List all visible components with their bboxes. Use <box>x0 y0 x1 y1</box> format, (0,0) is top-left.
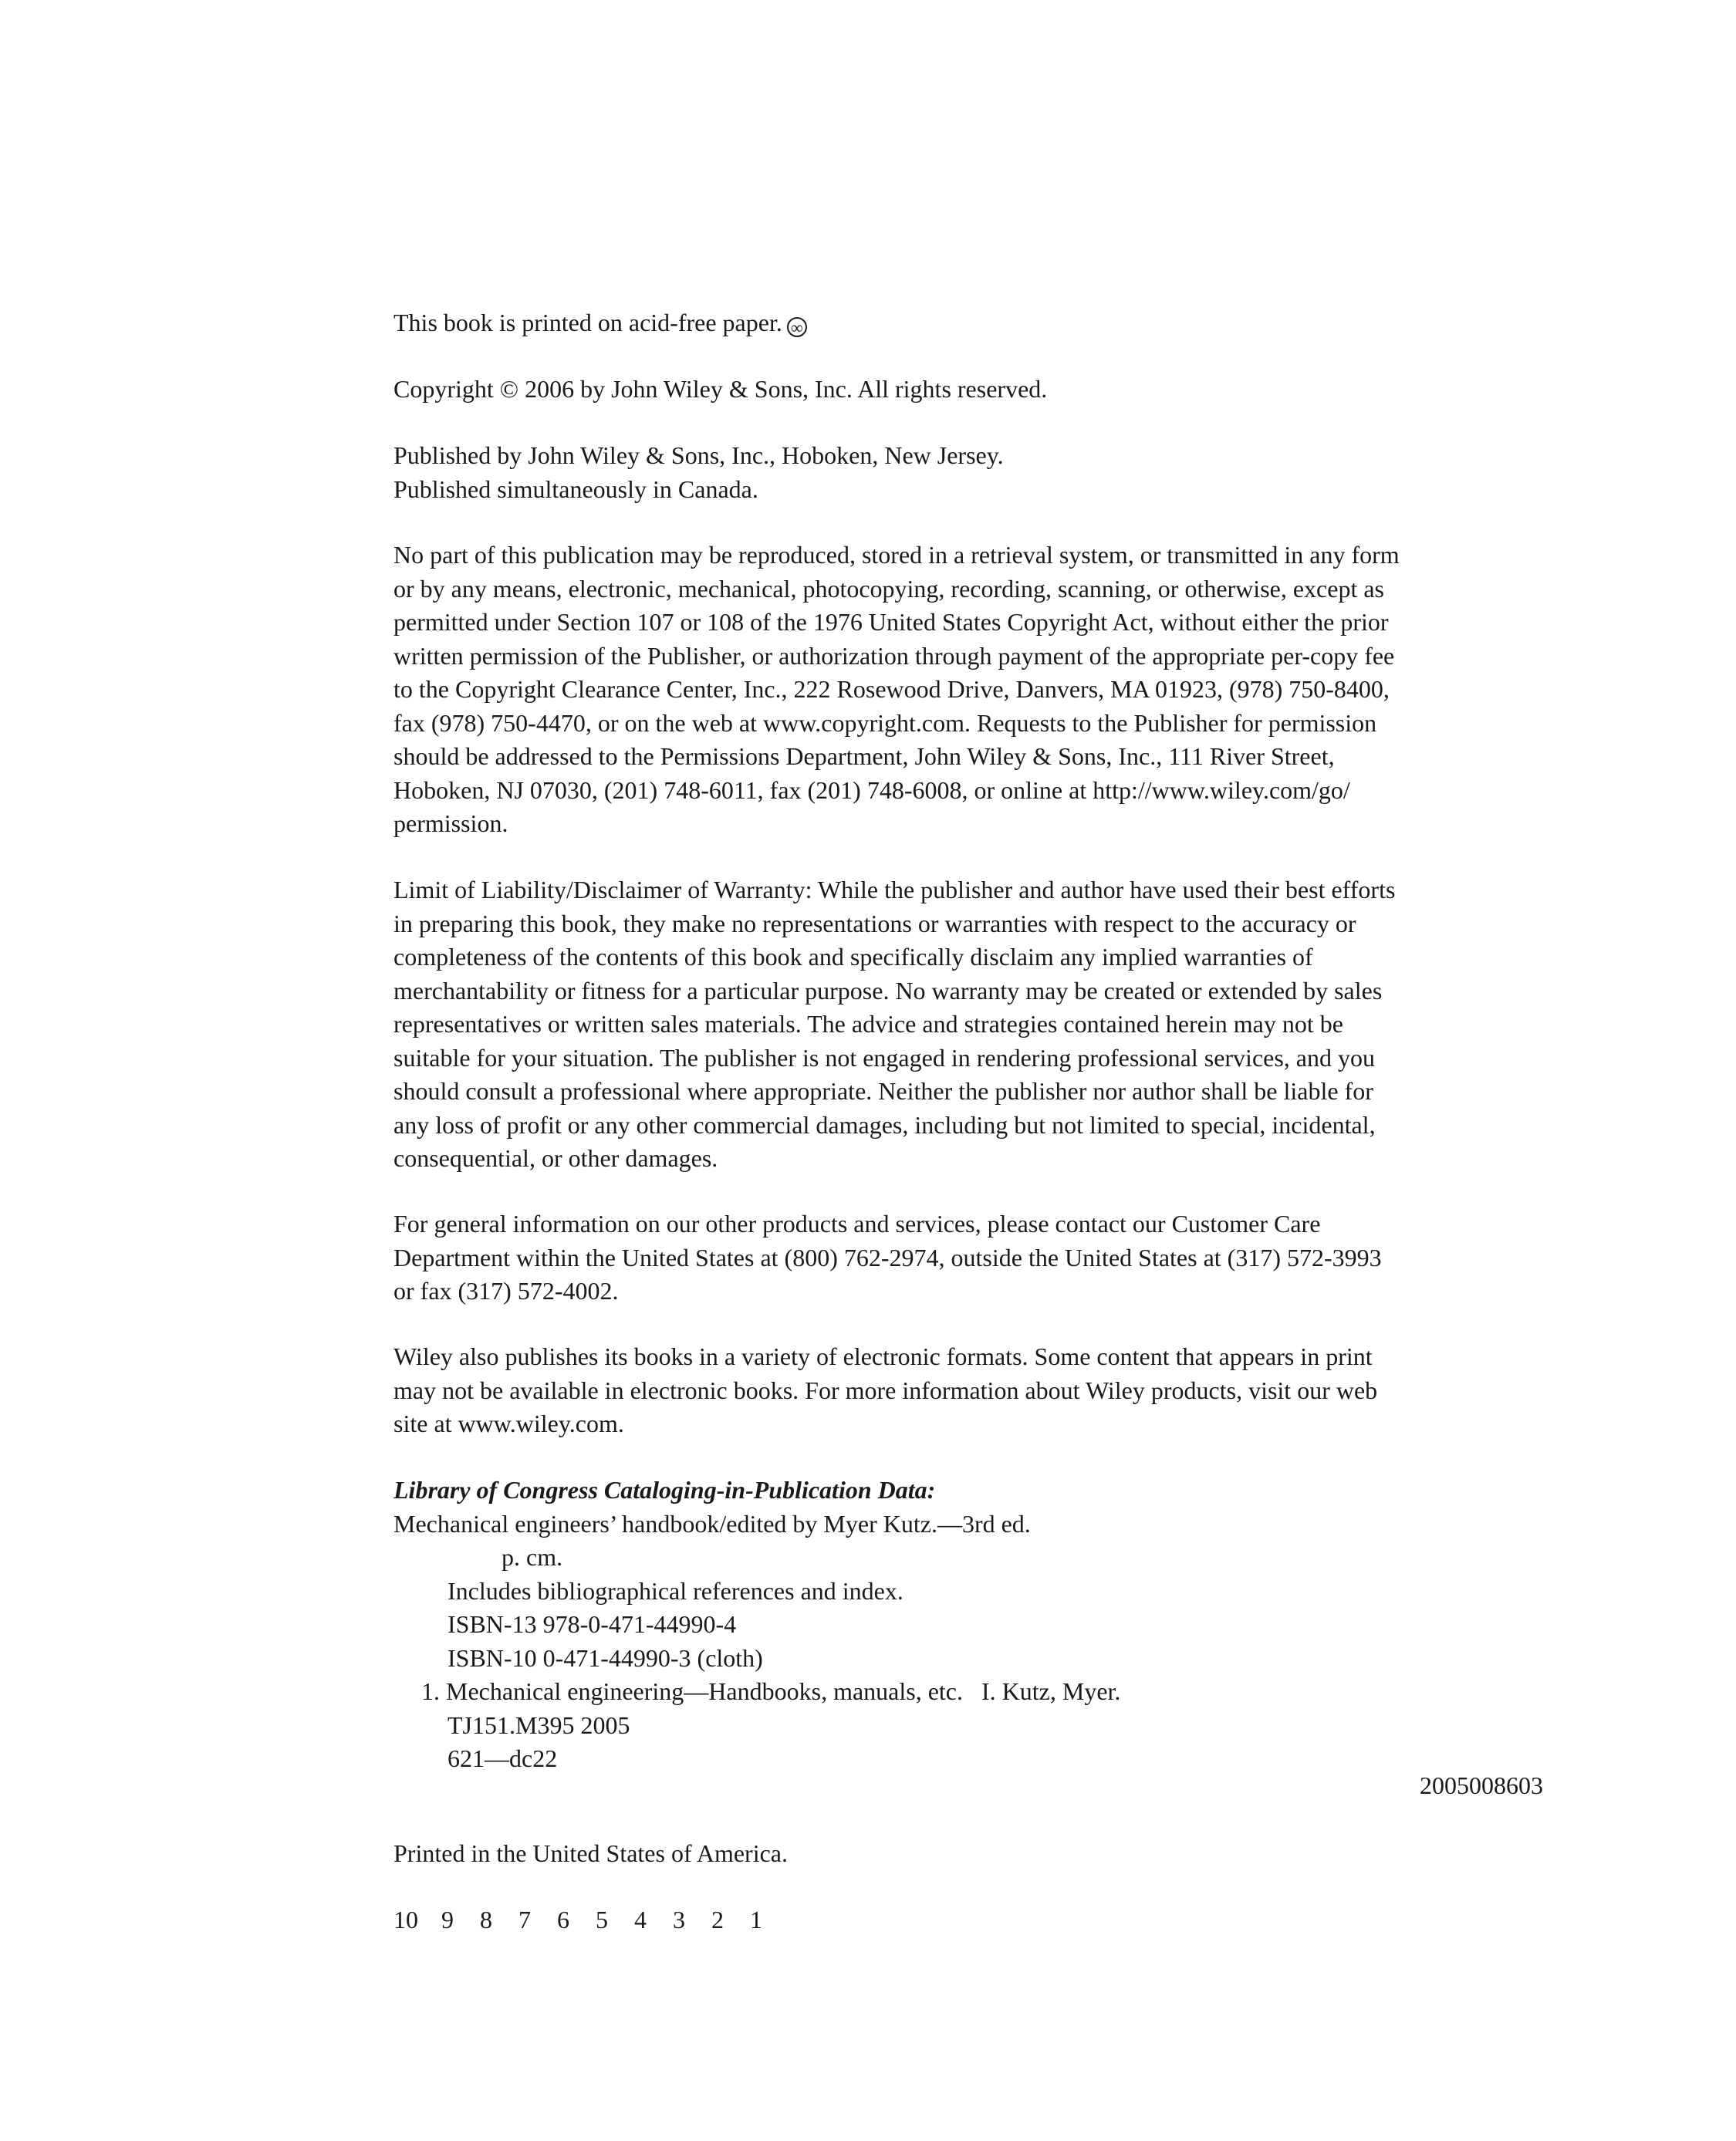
text-line: merchantability or fitness for a particular purpose. No warranty may be created or extended by sales <box>393 976 1383 1005</box>
cip-dewey: 621—dc22 <box>448 1744 558 1772</box>
liability-paragraph <box>393 873 1551 1176</box>
text-line: to the Copyright Clearance Center, Inc., 222 Rosewood Drive, Danvers, MA 01923, (978) 750-8400, <box>393 675 1390 703</box>
text-line: permission. <box>393 809 508 837</box>
text-line: No part of this publication may be reproduced, stored in a retrieval system, or transmitted in any form <box>393 541 1400 569</box>
text-line: any loss of profit or any other commercial damages, including but not limited to special, incidental, <box>393 1110 1376 1139</box>
text-line: site at www.wiley.com. <box>393 1410 624 1437</box>
print-number: 3 <box>673 1906 685 1933</box>
print-number: 6 <box>557 1906 569 1933</box>
print-number: 1 <box>750 1906 762 1933</box>
text-line: may not be available in electronic books. For more information about Wiley products, visit our web <box>393 1376 1378 1404</box>
print-number: 5 <box>596 1906 608 1933</box>
print-number: 2 <box>711 1906 724 1933</box>
text-line: suitable for your situation. The publisher is not engaged in rendering professional services, and you <box>393 1043 1375 1072</box>
text-line: representatives or written sales materials. The advice and strategies contained herein may not be <box>393 1010 1343 1038</box>
text-line: or fax (317) 572-4002. <box>393 1277 619 1305</box>
text-line: should be addressed to the Permissions Department, John Wiley & Sons, Inc., 111 River Street, <box>393 742 1335 770</box>
cip-call-number: TJ151.M395 2005 <box>448 1710 630 1739</box>
print-number: 8 <box>480 1906 492 1933</box>
general-info-paragraph <box>393 1207 1551 1309</box>
copyright-line: Copyright © 2006 by John Wiley & Sons, Inc. All rights reserved. <box>393 375 1048 403</box>
text-line: in preparing this book, they make no representations or warranties with respect to the accuracy or <box>393 909 1356 937</box>
acid-free-paper-icon: ∞ <box>787 317 807 337</box>
print-number: 7 <box>518 1906 531 1933</box>
cip-block <box>393 1474 1551 1776</box>
text-line: Hoboken, NJ 07030, (201) 748-6011, fax (201) 748-6008, or online at http://www.wiley.com/go/ <box>393 775 1350 804</box>
text-line: consequential, or other damages. <box>393 1144 718 1172</box>
published-line: Published by John Wiley & Sons, Inc., Hoboken, New Jersey. <box>393 441 1004 469</box>
cip-pcm: p. cm. <box>502 1543 563 1571</box>
cip-isbn10: ISBN-10 0-471-44990-3 (cloth) <box>448 1643 763 1672</box>
acid-free-notice <box>393 306 1551 340</box>
text-line: Wiley also publishes its books in a variety of electronic formats. Some content that appears in print <box>393 1342 1373 1370</box>
text-line: For general information on our other products and services, please contact our Customer Care <box>393 1210 1321 1238</box>
printed-in-line: Printed in the United States of America. <box>393 1839 788 1867</box>
printing-number-line <box>393 1903 1551 1937</box>
cip-lccn: 2005008603 <box>1420 1771 1543 1799</box>
cip-includes: Includes bibliographical references and index. <box>448 1576 903 1605</box>
cip-heading: Library of Congress Cataloging-in-Publication Data: <box>393 1476 936 1504</box>
print-number: 10 <box>393 1906 418 1933</box>
text-line: Limit of Liability/Disclaimer of Warranty: While the publisher and author have used their best efforts <box>393 876 1396 903</box>
permissions-paragraph <box>393 539 1551 841</box>
cip-title: Mechanical engineers’ handbook/edited by Myer Kutz.—3rd ed. <box>393 1509 1031 1538</box>
text-line: fax (978) 750-4470, or on the web at www.copyright.com. Requests to the Publisher for permission <box>393 708 1377 737</box>
published-line: Published simultaneously in Canada. <box>393 474 758 503</box>
text-line: completeness of the contents of this book and specifically disclaim any implied warranties of <box>393 943 1313 971</box>
print-number: 9 <box>441 1906 454 1933</box>
text-line: permitted under Section 107 or 108 of the 1976 United States Copyright Act, without either the prior <box>393 608 1389 636</box>
text-line: Department within the United States at (800) 762-2974, outside the United States at (317) 572-3993 <box>393 1243 1382 1271</box>
text-line: written permission of the Publisher, or authorization through payment of the appropriate per-copy fee <box>393 641 1395 670</box>
text-line: should consult a professional where appropriate. Neither the publisher nor author shall be liable for <box>393 1077 1373 1105</box>
published-block <box>393 439 1551 506</box>
text-line: or by any means, electronic, mechanical, photocopying, recording, scanning, or otherwise, except as <box>393 574 1384 603</box>
electronic-formats-paragraph <box>393 1340 1551 1441</box>
cip-isbn13: ISBN-13 978-0-471-44990-4 <box>448 1610 737 1638</box>
acid-free-text: This book is printed on acid-free paper. <box>393 309 782 336</box>
cip-subject: 1. Mechanical engineering—Handbooks, manuals, etc. I. Kutz, Myer. <box>421 1677 1121 1705</box>
print-number: 4 <box>634 1906 647 1933</box>
